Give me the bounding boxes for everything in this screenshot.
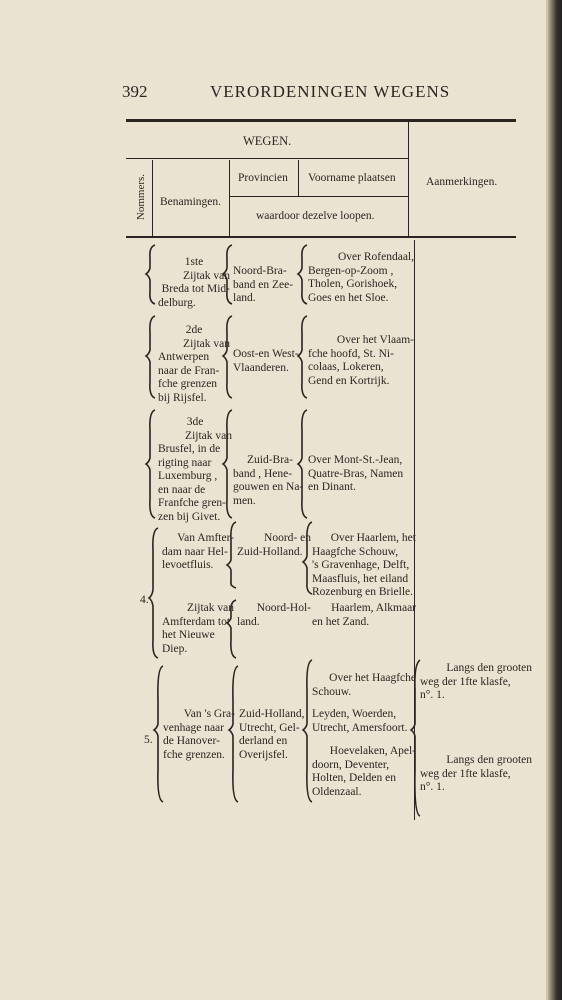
row5-provincien	[239, 708, 313, 762]
row4a-plaatsen-line: Rozenburg en Brielle.	[312, 586, 414, 598]
row4a-benaming-line: levoetfluis.	[162, 559, 214, 571]
row5-benaming-line: de Hanover-	[163, 735, 220, 747]
row5-aanmerking-b	[420, 754, 532, 795]
row4b-benaming	[162, 602, 234, 656]
row2-benaming-line: fche grenzen	[158, 378, 218, 390]
row3-provincien-line: men.	[233, 494, 256, 507]
row1-benaming-line: Zijtak van	[183, 269, 230, 282]
row4a-provincien	[237, 532, 311, 559]
row4a-provincien-line: Noord- en	[264, 532, 311, 544]
header-waardoor: waardoor dezelve loopen.	[256, 210, 375, 222]
row3-benaming	[158, 416, 232, 524]
row5-provincien-line: Overijsfel.	[239, 748, 288, 761]
row2-provincien	[233, 348, 309, 375]
row4b-provincien-line: land.	[237, 615, 260, 628]
row1-benaming	[158, 256, 230, 310]
row4b-benaming-line: Diep.	[162, 642, 188, 655]
row5-plaatsen-c-line: doorn, Deventer,	[312, 758, 390, 771]
row5-plaatsen-c-line: Hoevelaken, Apel-	[329, 745, 416, 757]
row4b-provincien	[237, 602, 311, 629]
row3-benaming-line: rigting naar	[158, 456, 212, 469]
row3-plaatsen-line: Over Mont-St.-Jean,	[308, 454, 403, 466]
row3-benaming-line: Luxemburg ,	[158, 470, 218, 482]
row5-aanmerking-a-line: Langs den grooten	[446, 662, 532, 674]
row1-plaatsen-line: Tholen, Gorishoek,	[308, 278, 398, 290]
row2-plaatsen-line: Gend en Kortrijk.	[308, 374, 390, 387]
row5-benaming-line: fche grenzen.	[163, 748, 225, 761]
row4b-plaatsen-line: Haarlem, Alkmaar	[331, 602, 416, 614]
row2-benaming-line: Zijtak van	[183, 337, 230, 350]
row2-plaatsen-line: colaas, Lokeren,	[308, 361, 384, 373]
row2-plaatsen-line: Over het Vlaam-	[336, 334, 414, 346]
row2-benaming-line: Antwerpen	[158, 351, 210, 363]
row5-plaatsen-b-line: Utrecht, Amersfoort.	[312, 721, 408, 734]
row5-number: 5.	[144, 734, 153, 746]
row1-plaatsen-line: Goes en het Sloe.	[308, 291, 389, 304]
row3-provincien	[233, 454, 307, 508]
row1-provincien	[233, 265, 305, 306]
row4b-provincien-line: Noord-Hol-	[256, 602, 311, 614]
header-voorname-plaatsen: Voorname plaatsen	[308, 172, 396, 184]
row1-plaatsen	[308, 251, 414, 305]
page-title: VERORDENINGEN WEGENS	[210, 82, 451, 101]
row2-benaming-line: bij Rijsfel.	[158, 391, 207, 404]
row1-plaatsen-line: Bergen-op-Zoom ,	[308, 264, 394, 277]
row5-aanmerking-a	[420, 662, 532, 703]
row3-plaatsen-line: Quatre-Bras, Namen	[308, 467, 404, 480]
row5-plaatsen-b-line: Leyden, Woerden,	[312, 708, 397, 720]
row4a-benaming	[162, 532, 234, 573]
row5-plaatsen-a	[312, 672, 416, 699]
row5-provincien-line: derland en	[239, 735, 288, 747]
row1-provincien-line: band en Zee-	[233, 278, 294, 291]
row3-provincien-line: band , Hene-	[233, 467, 293, 480]
row4b-benaming-line: Amfterdam tot	[162, 615, 231, 628]
row1-provincien-line: Noord-Bra-	[233, 265, 287, 277]
row4a-plaatsen-line: 's Gravenhage, Delft,	[312, 559, 410, 571]
row4a-plaatsen	[312, 532, 416, 600]
row3-plaatsen	[308, 454, 414, 495]
row3-provincien-line: gouwen en Na-	[233, 481, 304, 493]
row5-plaatsen-b	[312, 708, 416, 735]
header-benamingen: Benamingen.	[160, 196, 221, 208]
row4a-benaming-line: Van Amfter-	[177, 532, 234, 544]
row3-benaming-line: Brusfel, in de	[158, 443, 221, 455]
row3-provincien-line: Zuid-Bra-	[247, 454, 293, 466]
row5-benaming	[163, 708, 235, 762]
row5-aanmerking-b-line: weg der 1fte klasfe,	[420, 767, 511, 780]
row5-aanmerking-b-line: n°. 1.	[420, 781, 445, 793]
row3-benaming-line: en naar de	[158, 483, 206, 496]
row2-benaming-line: naar de Fran-	[158, 364, 220, 377]
row5-provincien-line: Utrecht, Gel-	[239, 721, 300, 734]
header-nommers: Nommers.	[135, 173, 147, 221]
row4b-plaatsen	[312, 602, 416, 629]
row5-plaatsen-c-line: Holten, Delden en	[312, 772, 396, 784]
row4a-benaming-line: dam naar Hel-	[162, 545, 228, 558]
row4b-benaming-line: het Nieuwe	[162, 629, 215, 641]
row2-benaming	[158, 324, 230, 405]
row5-plaatsen-a-line: Over het Haagfche	[329, 672, 416, 684]
row2-plaatsen	[308, 334, 414, 388]
row5-aanmerking-a-line: n°. 1.	[420, 689, 445, 701]
page-number: 392	[122, 82, 148, 101]
row3-benaming-line: Zijtak van	[185, 429, 232, 442]
row4-number: 4.	[140, 594, 149, 606]
row5-plaatsen-a-line: Schouw.	[312, 685, 352, 698]
header-provincien: Provincien	[238, 172, 288, 184]
row5-aanmerking-b-line: Langs den grooten	[446, 754, 532, 766]
row3-benaming-line: zen bij Givet.	[158, 510, 221, 523]
row4a-provincien-line: Zuid-Holland.	[237, 545, 303, 558]
row4b-plaatsen-line: en het Zand.	[312, 615, 370, 628]
row1-benaming-line: Breda tot Mid-	[161, 283, 230, 295]
row5-plaatsen-c-line: Oldenzaal.	[312, 785, 362, 798]
header-wegen: WEGEN.	[243, 134, 292, 148]
row4b-benaming-line: Zijtak van	[187, 602, 234, 614]
row4a-plaatsen-line: Over Haarlem, het	[330, 532, 416, 544]
row2-provincien-line: Oost-en West-	[233, 348, 299, 360]
row4a-plaatsen-line: Haagfche Schouw,	[312, 545, 399, 558]
row3-plaatsen-line: en Dinant.	[308, 481, 356, 493]
row2-benaming-line: 2de	[185, 324, 203, 336]
row1-benaming-line: 1ste	[184, 256, 204, 268]
row2-provincien-line: Vlaanderen.	[233, 361, 289, 374]
row2-plaatsen-line: fche hoofd, St. Ni-	[308, 347, 394, 360]
row4a-plaatsen-line: Maasfluis, het eiland	[312, 572, 409, 585]
row3-benaming-line: 3de	[186, 416, 204, 428]
header-aanmerkingen: Aanmerkingen.	[426, 176, 498, 188]
row5-plaatsen-c	[312, 745, 416, 799]
row3-benaming-line: Franfche gren-	[158, 497, 227, 509]
row1-provincien-line: land.	[233, 292, 256, 304]
row5-aanmerking-a-line: weg der 1fte klasfe,	[420, 675, 511, 688]
row5-benaming-line: venhage naar	[163, 721, 224, 734]
row1-plaatsen-line: Over Rofendaal,	[338, 251, 414, 263]
row5-provincien-line: Zuid-Holland,	[239, 708, 305, 720]
row5-benaming-line: Van 's Gra-	[183, 708, 235, 720]
row1-benaming-line: delburg.	[158, 296, 196, 309]
